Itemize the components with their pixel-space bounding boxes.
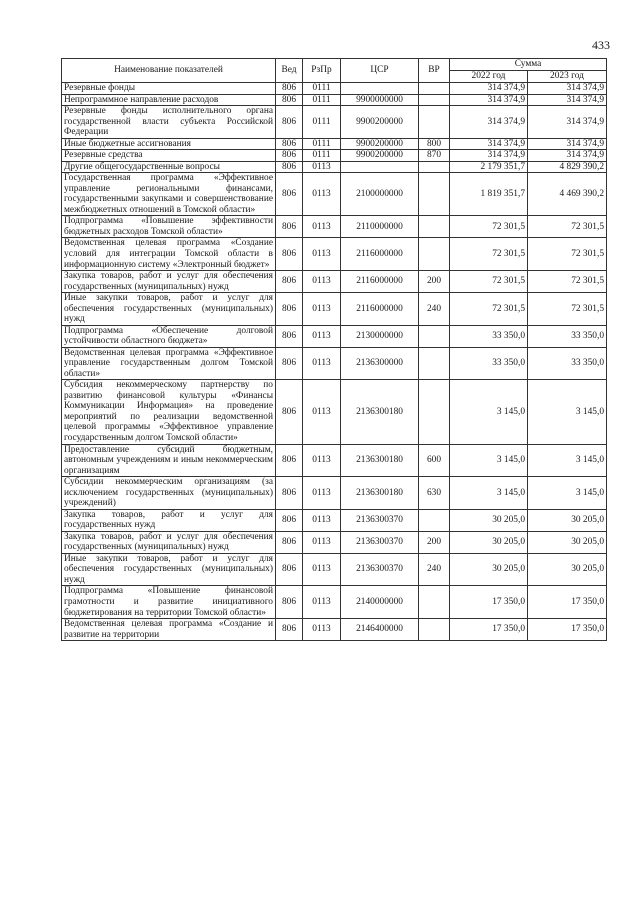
row-sum-2022: 33 350,0 <box>450 347 528 380</box>
row-sum-2022: 17 350,0 <box>450 586 528 619</box>
table-row <box>62 531 607 553</box>
table-row <box>62 271 607 293</box>
row-ved: 806 <box>276 173 303 216</box>
row-ved: 806 <box>276 238 303 271</box>
row-ved: 806 <box>276 94 303 106</box>
row-name: Резервные средства <box>62 150 276 162</box>
row-ved: 806 <box>276 619 303 641</box>
row-sum-2023: 30 205,0 <box>528 509 607 531</box>
row-sum-2022: 30 205,0 <box>450 553 528 586</box>
row-vr <box>419 586 450 619</box>
row-csr: 2116000000 <box>341 293 419 326</box>
table-row <box>62 150 607 162</box>
row-rzpr: 0113 <box>303 553 341 586</box>
table-row <box>62 216 607 238</box>
row-vr <box>419 325 450 347</box>
row-rzpr: 0113 <box>303 380 341 444</box>
row-csr <box>341 83 419 95</box>
row-sum-2023: 4 469 390,2 <box>528 173 607 216</box>
row-sum-2022: 72 301,5 <box>450 216 528 238</box>
row-rzpr: 0113 <box>303 347 341 380</box>
row-name: Подпрограмма «Обеспечение долговой устойчивости областного бюджета» <box>62 325 276 347</box>
row-ved: 806 <box>276 150 303 162</box>
row-rzpr: 0113 <box>303 444 341 477</box>
table-row <box>62 238 607 271</box>
row-name: Иные закупки товаров, работ и услуг для обеспечения государственных (муниципальных) нужд <box>62 553 276 586</box>
row-sum-2022: 314 374,9 <box>450 94 528 106</box>
row-vr <box>419 106 450 139</box>
table-row <box>62 293 607 326</box>
table-row <box>62 173 607 216</box>
row-ved: 806 <box>276 531 303 553</box>
table-row <box>62 477 607 510</box>
table-row <box>62 619 607 641</box>
row-csr: 2116000000 <box>341 238 419 271</box>
row-name: Резервные фонды исполнительного органа государственной власти субъекта Российской Федерации <box>62 106 276 139</box>
row-sum-2023: 3 145,0 <box>528 380 607 444</box>
row-vr <box>419 619 450 641</box>
row-sum-2022: 30 205,0 <box>450 531 528 553</box>
row-sum-2022: 2 179 351,7 <box>450 161 528 173</box>
row-ved: 806 <box>276 380 303 444</box>
row-csr: 2136300370 <box>341 553 419 586</box>
header-ved: Вед <box>276 59 303 83</box>
row-sum-2022: 314 374,9 <box>450 150 528 162</box>
row-name: Иные бюджетные ассигнования <box>62 138 276 150</box>
table-row <box>62 138 607 150</box>
row-sum-2022: 72 301,5 <box>450 271 528 293</box>
row-vr: 800 <box>419 138 450 150</box>
row-name: Резервные фонды <box>62 83 276 95</box>
row-vr <box>419 173 450 216</box>
row-csr: 9900200000 <box>341 138 419 150</box>
row-sum-2023: 30 205,0 <box>528 553 607 586</box>
row-name: Подпрограмма «Повышение финансовой грамотности и развитие инициативного бюджетирования на территории Томской области» <box>62 586 276 619</box>
header-name: Наименование показателей <box>62 59 276 83</box>
row-csr: 9900200000 <box>341 150 419 162</box>
row-name: Ведомственная целевая программа «Эффективное управление государственным долгом Томской области» <box>62 347 276 380</box>
row-vr: 870 <box>419 150 450 162</box>
row-rzpr: 0113 <box>303 238 341 271</box>
header-vr: ВР <box>419 59 450 83</box>
row-rzpr: 0111 <box>303 150 341 162</box>
row-sum-2022: 314 374,9 <box>450 106 528 139</box>
row-csr: 2136300000 <box>341 347 419 380</box>
table-row <box>62 347 607 380</box>
row-csr: 2146400000 <box>341 619 419 641</box>
table-row <box>62 444 607 477</box>
row-sum-2022: 3 145,0 <box>450 444 528 477</box>
row-sum-2022: 72 301,5 <box>450 238 528 271</box>
row-csr: 2116000000 <box>341 271 419 293</box>
row-ved: 806 <box>276 138 303 150</box>
table-row <box>62 586 607 619</box>
row-ved: 806 <box>276 444 303 477</box>
page-number: 433 <box>592 38 610 52</box>
row-csr: 2136300180 <box>341 444 419 477</box>
row-rzpr: 0113 <box>303 216 341 238</box>
row-rzpr: 0113 <box>303 619 341 641</box>
row-csr <box>341 161 419 173</box>
table-row <box>62 161 607 173</box>
row-sum-2023: 4 829 390,2 <box>528 161 607 173</box>
row-csr: 2130000000 <box>341 325 419 347</box>
row-vr: 200 <box>419 531 450 553</box>
row-sum-2023: 314 374,9 <box>528 83 607 95</box>
header-2022: 2022 год <box>450 71 528 83</box>
row-sum-2023: 314 374,9 <box>528 106 607 139</box>
row-csr: 2136300180 <box>341 477 419 510</box>
table-row <box>62 380 607 444</box>
row-ved: 806 <box>276 106 303 139</box>
header-sum: Сумма <box>450 59 607 71</box>
row-name: Другие общегосударственные вопросы <box>62 161 276 173</box>
header-2023: 2023 год <box>528 71 607 83</box>
row-ved: 806 <box>276 477 303 510</box>
row-vr <box>419 380 450 444</box>
row-sum-2023: 17 350,0 <box>528 586 607 619</box>
row-ved: 806 <box>276 553 303 586</box>
row-csr: 2136300370 <box>341 509 419 531</box>
row-sum-2023: 3 145,0 <box>528 477 607 510</box>
row-csr: 2136300180 <box>341 380 419 444</box>
row-rzpr: 0113 <box>303 271 341 293</box>
row-csr: 2110000000 <box>341 216 419 238</box>
row-ved: 806 <box>276 161 303 173</box>
row-ved: 806 <box>276 347 303 380</box>
row-vr: 200 <box>419 271 450 293</box>
row-sum-2023: 72 301,5 <box>528 293 607 326</box>
row-sum-2022: 17 350,0 <box>450 619 528 641</box>
row-ved: 806 <box>276 216 303 238</box>
row-sum-2022: 30 205,0 <box>450 509 528 531</box>
row-vr <box>419 161 450 173</box>
row-rzpr: 0113 <box>303 531 341 553</box>
row-sum-2023: 30 205,0 <box>528 531 607 553</box>
row-sum-2022: 314 374,9 <box>450 83 528 95</box>
row-csr: 2136300370 <box>341 531 419 553</box>
row-vr: 600 <box>419 444 450 477</box>
row-csr: 9900200000 <box>341 106 419 139</box>
table-row <box>62 553 607 586</box>
row-vr: 240 <box>419 553 450 586</box>
row-name: Государственная программа «Эффективное управление региональными финансами, государственными закупками и совершенствование межбюджетных отношений в Томской области» <box>62 173 276 216</box>
row-sum-2023: 72 301,5 <box>528 238 607 271</box>
row-csr: 9900000000 <box>341 94 419 106</box>
row-sum-2023: 72 301,5 <box>528 216 607 238</box>
row-rzpr: 0113 <box>303 509 341 531</box>
row-name: Субсидии некоммерческим организациям (за исключением государственных (муниципальных) учреждений) <box>62 477 276 510</box>
row-sum-2023: 314 374,9 <box>528 150 607 162</box>
row-sum-2023: 314 374,9 <box>528 94 607 106</box>
row-ved: 806 <box>276 293 303 326</box>
row-name: Закупка товаров, работ и услуг для государственных нужд <box>62 509 276 531</box>
row-name: Иные закупки товаров, работ и услуг для обеспечения государственных (муниципальных) нужд <box>62 293 276 326</box>
row-rzpr: 0111 <box>303 83 341 95</box>
row-sum-2022: 33 350,0 <box>450 325 528 347</box>
table-row <box>62 94 607 106</box>
row-sum-2023: 3 145,0 <box>528 444 607 477</box>
row-sum-2022: 3 145,0 <box>450 380 528 444</box>
row-vr: 630 <box>419 477 450 510</box>
table-row <box>62 83 607 95</box>
row-vr <box>419 509 450 531</box>
row-ved: 806 <box>276 586 303 619</box>
row-sum-2022: 1 819 351,7 <box>450 173 528 216</box>
row-sum-2023: 72 301,5 <box>528 271 607 293</box>
header-csr: ЦСР <box>341 59 419 83</box>
row-name: Ведомственная целевая программа «Создание и развитие на территории <box>62 619 276 641</box>
row-vr <box>419 347 450 380</box>
row-rzpr: 0111 <box>303 106 341 139</box>
table-row <box>62 106 607 139</box>
row-ved: 806 <box>276 271 303 293</box>
header-rzpr: РзПр <box>303 59 341 83</box>
row-sum-2022: 72 301,5 <box>450 293 528 326</box>
row-sum-2023: 33 350,0 <box>528 347 607 380</box>
row-rzpr: 0113 <box>303 477 341 510</box>
row-csr: 2100000000 <box>341 173 419 216</box>
row-ved: 806 <box>276 509 303 531</box>
row-sum-2023: 314 374,9 <box>528 138 607 150</box>
row-sum-2023: 17 350,0 <box>528 619 607 641</box>
row-name: Субсидия некоммерческому партнерству по развитию финансовой культуры «Финансы Коммуникации Информация» на проведение мероприятий по реализации ведомственной целевой программы «Эффективное управление государственным долгом Томской области» <box>62 380 276 444</box>
row-rzpr: 0113 <box>303 293 341 326</box>
row-sum-2023: 33 350,0 <box>528 325 607 347</box>
row-rzpr: 0113 <box>303 161 341 173</box>
row-name: Непрограммное направление расходов <box>62 94 276 106</box>
table-row <box>62 325 607 347</box>
row-vr <box>419 83 450 95</box>
row-rzpr: 0113 <box>303 325 341 347</box>
row-rzpr: 0111 <box>303 138 341 150</box>
row-ved: 806 <box>276 325 303 347</box>
row-rzpr: 0113 <box>303 586 341 619</box>
row-sum-2022: 314 374,9 <box>450 138 528 150</box>
budget-table <box>61 58 607 641</box>
row-rzpr: 0113 <box>303 173 341 216</box>
row-rzpr: 0111 <box>303 94 341 106</box>
row-vr <box>419 238 450 271</box>
row-vr <box>419 94 450 106</box>
table-row <box>62 509 607 531</box>
row-name: Закупка товаров, работ и услуг для обеспечения государственных (муниципальных) нужд <box>62 531 276 553</box>
row-ved: 806 <box>276 83 303 95</box>
row-name: Ведомственная целевая программа «Создание условий для интеграции Томской области в информационную систему «Электронный бюджет» <box>62 238 276 271</box>
row-vr: 240 <box>419 293 450 326</box>
row-name: Подпрограмма «Повышение эффективности бюджетных расходов Томской области» <box>62 216 276 238</box>
row-sum-2022: 3 145,0 <box>450 477 528 510</box>
row-csr: 2140000000 <box>341 586 419 619</box>
row-name: Закупка товаров, работ и услуг для обеспечения государственных (муниципальных) нужд <box>62 271 276 293</box>
row-vr <box>419 216 450 238</box>
row-name: Предоставление субсидий бюджетным, автономным учреждениям и иным некоммерческим организациям <box>62 444 276 477</box>
